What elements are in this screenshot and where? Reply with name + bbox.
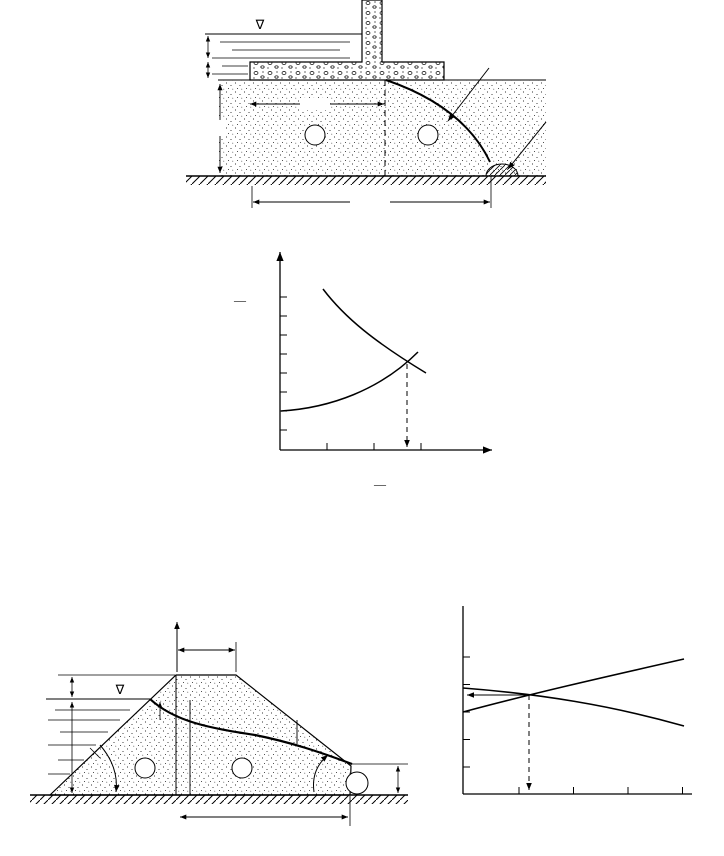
chart1-x-label: —	[374, 477, 386, 491]
concrete-structure	[250, 0, 444, 80]
zone-marker-2	[418, 125, 438, 145]
seepage-under-foundation-panel	[186, 0, 546, 208]
dam-toe-drain	[346, 772, 368, 794]
permeable-foundation-soil	[218, 80, 546, 176]
chart1-increasing-curve	[281, 352, 418, 411]
solution-chart-2	[463, 606, 724, 794]
chart2-increasing-curve	[463, 659, 684, 712]
chart1-y-label: —	[234, 293, 246, 307]
impermeable-base-hatching	[186, 176, 546, 185]
dam-water-level-symbol: ∇	[115, 682, 125, 697]
dam-zone-marker-1	[135, 758, 155, 778]
dam-base-hatching	[30, 795, 408, 804]
water-level-symbol: ∇	[255, 17, 265, 32]
chart2-decreasing-curve	[463, 688, 684, 726]
dam-body	[50, 675, 351, 795]
chart2-x-ticks	[519, 787, 724, 794]
chart1-decreasing-curve	[323, 289, 426, 373]
zone-marker-1	[305, 125, 325, 145]
solution-chart-1	[233, 252, 492, 491]
dam-zone-marker-2	[232, 758, 252, 778]
earth-dam-section-panel	[30, 622, 408, 826]
